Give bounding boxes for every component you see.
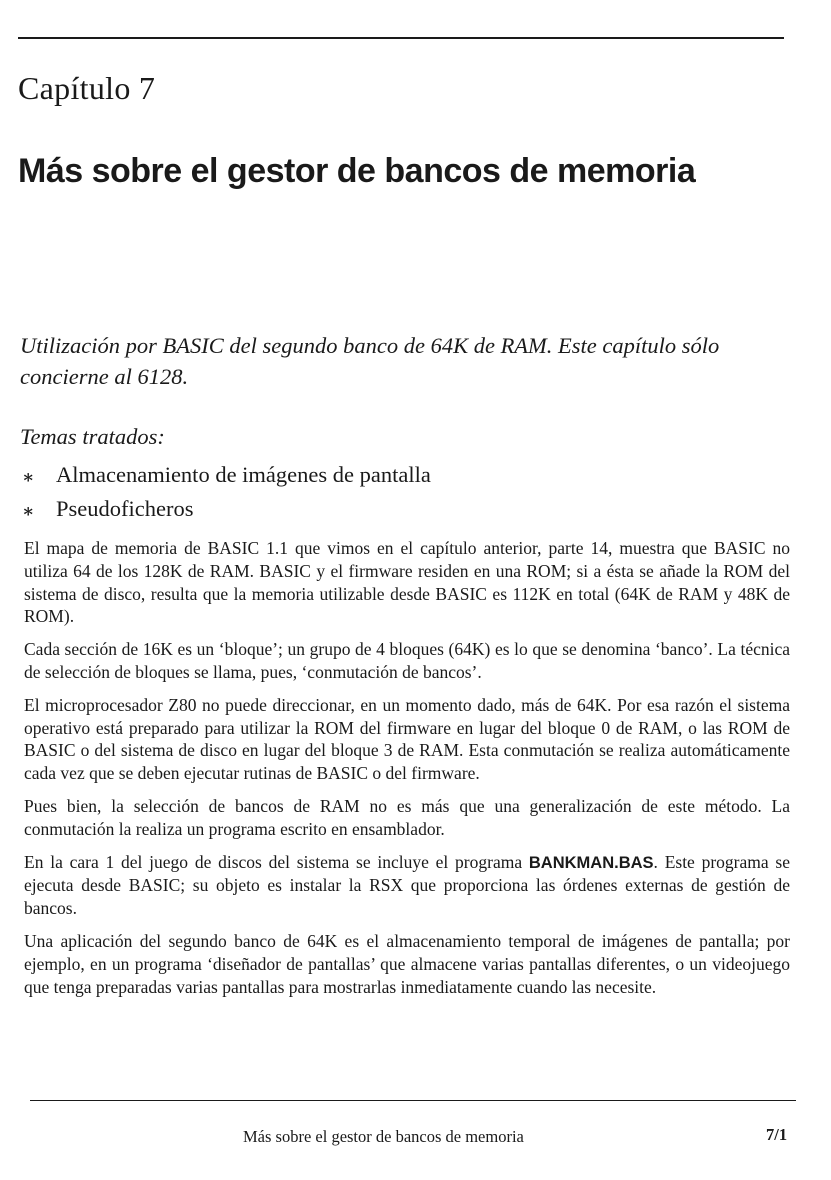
paragraph xyxy=(24,851,790,920)
program-name: BANKMAN.BAS xyxy=(528,853,654,872)
paragraph: El microprocesador Z80 no puede direccionar, en un momento dado, más de 64K. Por esa razón el sistema operativo está preparado para utilizar la ROM del firmware en lugar del bloque 0 de RAM, o las ROM de BASIC o del sistema de disco en lugar del bloque 3 de RAM. Esta conmutación se realiza automáticamente cada vez que se deben ejecutar rutinas de BASIC o del firmware. xyxy=(24,694,790,784)
asterisk-bullet-icon: ∗ xyxy=(22,467,35,487)
chapter-label: Capítulo 7 xyxy=(18,70,156,106)
list-item xyxy=(22,460,431,494)
page-number: 7/1 xyxy=(766,1125,788,1144)
paragraph: Cada sección de 16K es un ‘bloque’; un grupo de 4 bloques (64K) es lo que se denomina ‘banco’. La técnica de selección de bloques se llama, pues, ‘conmutación de bancos’. xyxy=(24,639,790,682)
footer-title: Más sobre el gestor de bancos de memoria xyxy=(243,1127,524,1146)
paragraph: Pues bien, la selección de bancos de RAM no es más que una generalización de este método. La conmutación la realiza un programa escrito en ensamblador. xyxy=(24,795,790,839)
list-item xyxy=(22,494,431,528)
chapter-intro: Utilización por BASIC del segundo banco de 64K de RAM. Este capítulo sólo concierne al 6128. xyxy=(20,333,720,389)
topics-heading: Temas tratados: xyxy=(20,424,165,449)
topics-list xyxy=(22,460,431,528)
paragraph-text: En la cara 1 del juego de discos del sistema se incluye el programa xyxy=(24,851,529,872)
paragraph: Una aplicación del segundo banco de 64K es el almacenamiento temporal de imágenes de pantalla; por ejemplo, en un programa ‘diseñador de pantallas’ que almacene varias pantallas diferentes, o un videojuego que tenga preparadas varias pantallas para mostrarlas inmediatamente cuando las necesite. xyxy=(24,930,790,997)
paragraph-text: . Este programa se ejecuta desde BASIC; su objeto es instalar la RSX que proporciona las órdenes externas de gestión de bancos. xyxy=(24,851,790,919)
paragraph: El mapa de memoria de BASIC 1.1 que vimos en el capítulo anterior, parte 14, muestra que BASIC no utiliza 64 de los 128K de RAM. BASIC y el firmware residen en una ROM; si a ésta se añade la ROM del sistema de disco, resulta que la memoria utilizable desde BASIC es 112K en total (64K de RAM y 48K de ROM). xyxy=(24,538,790,627)
topic-text: Almacenamiento de imágenes de pantalla xyxy=(56,462,431,487)
topic-text: Pseudoficheros xyxy=(56,496,194,521)
top-rule xyxy=(18,37,784,39)
bottom-rule xyxy=(30,1100,796,1101)
chapter-title: Más sobre el gestor de bancos de memoria xyxy=(18,152,696,190)
body-text xyxy=(24,537,790,1008)
asterisk-bullet-icon: ∗ xyxy=(22,501,35,521)
